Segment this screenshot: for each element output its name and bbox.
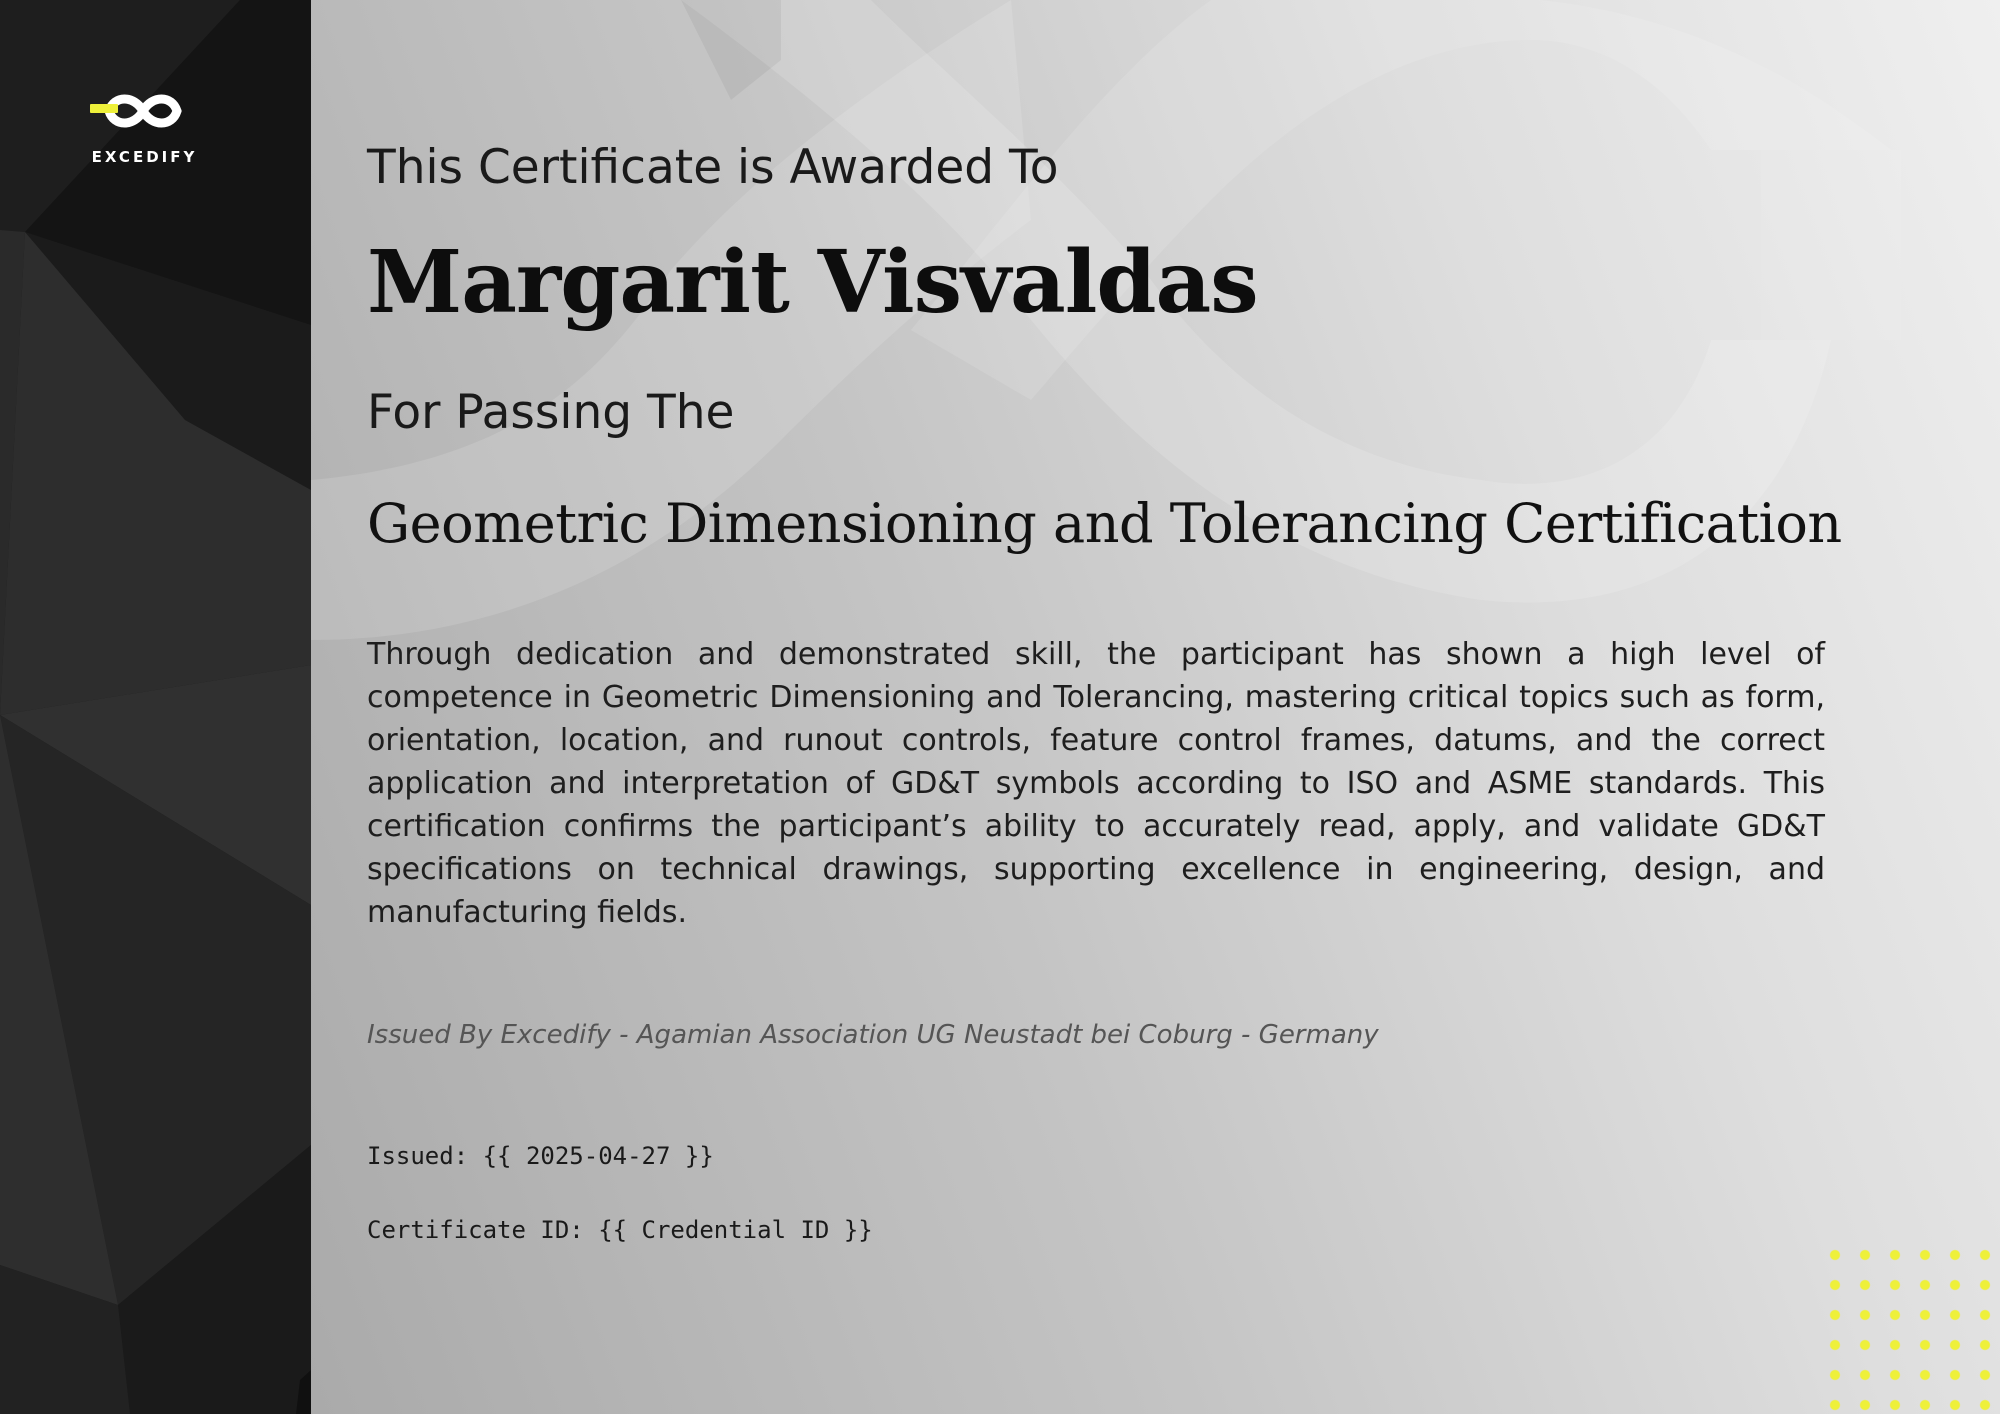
recipient-name: Margarit Visvaldas — [367, 232, 1258, 333]
certificate-description: Through dedication and demonstrated skill, the participant has shown a high level of competence in Geometric Dimensioning and Tolerancing, mastering critical topics such as form, orientation, location, and runout controls, feature control frames, datums, and the correct application and interpretation of GD&T symbols according to ISO and ASME standards. This certification confirms the participant’s ability to accurately read, apply, and validate GD&T specifications on technical drawings, supporting excellence in engineering, design, and manufacturing fields. — [367, 637, 1825, 930]
issue-date: Issued: {{ 2025-04-27 }} — [367, 1142, 714, 1170]
sidebar-panel — [0, 0, 311, 1414]
certificate-id: Certificate ID: {{ Credential ID }} — [367, 1216, 873, 1244]
course-title: Geometric Dimensioning and Tolerancing Certification — [367, 492, 1842, 555]
excedify-logo — [88, 88, 198, 166]
passing-subheading: For Passing The — [367, 385, 735, 440]
award-heading: This Certificate is Awarded To — [367, 140, 1059, 195]
polygon-background-pattern — [0, 0, 311, 1414]
decorative-dot-grid — [1820, 1240, 2000, 1414]
issuer-line: Issued By Excedify - Agamian Association UG Neustadt bei Coburg - Germany — [367, 1020, 1379, 1050]
infinity-logo-icon — [88, 88, 198, 134]
logo-wordmark: EXCEDIFY — [91, 148, 198, 166]
